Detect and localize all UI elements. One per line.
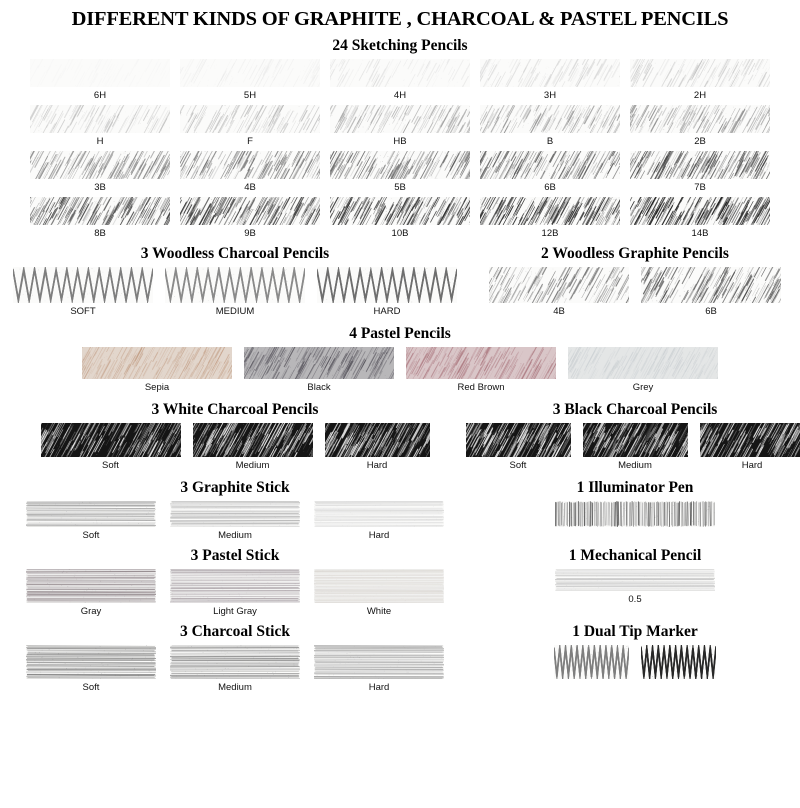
pencil-swatch: [26, 569, 156, 603]
swatch-label: H: [97, 136, 104, 147]
swatch-label: Medium: [618, 460, 652, 471]
swatch-cell: [480, 59, 620, 101]
section-heading-woodless-charcoal: 3 Woodless Charcoal Pencils: [0, 245, 470, 263]
dual-tip-marker-row: [470, 645, 800, 693]
swatch-label: SOFT: [70, 306, 95, 317]
swatch-cell: [555, 501, 715, 541]
swatch-cell: [641, 645, 716, 693]
pencil-swatch: [330, 151, 470, 179]
swatch-cell: [330, 59, 470, 101]
swatch-cell: [630, 197, 770, 239]
pencil-swatch: [480, 197, 620, 225]
swatch-cell: [325, 423, 430, 471]
swatch-label: 7B: [694, 182, 706, 193]
swatch-label: Medium: [218, 682, 252, 693]
swatch-label: 0.5: [628, 594, 641, 605]
woodless-graphite-row: [470, 267, 800, 317]
swatch-cell: [330, 197, 470, 239]
swatch-label: Hard: [367, 460, 388, 471]
swatch-cell: [480, 151, 620, 193]
swatch-label: Soft: [83, 530, 100, 541]
swatch-label: 4B: [244, 182, 256, 193]
swatch-cell: [244, 347, 394, 393]
pencil-swatch: [630, 59, 770, 87]
pencil-swatch: [314, 501, 444, 527]
pencil-swatch: [641, 645, 716, 679]
swatch-cell: [30, 151, 170, 193]
pencil-swatch: [630, 105, 770, 133]
graphite-stick-row: [0, 501, 470, 541]
section-heading-pastel-stick: 3 Pastel Stick: [0, 547, 470, 565]
pencil-swatch: [30, 197, 170, 225]
swatch-cell: [170, 569, 300, 617]
white-charcoal-row: [0, 423, 470, 471]
swatch-cell: [26, 569, 156, 617]
swatch-label: 6B: [544, 182, 556, 193]
swatch-label: 6B: [705, 306, 717, 317]
swatch-cell: [13, 267, 153, 317]
swatch-cell: [555, 569, 715, 605]
swatch-label: B: [547, 136, 553, 147]
pencil-swatch: [30, 151, 170, 179]
swatch-cell: [630, 151, 770, 193]
pencil-swatch: [480, 59, 620, 87]
swatch-label: 4H: [394, 90, 406, 101]
swatch-cell: [180, 151, 320, 193]
pencil-swatch: [193, 423, 313, 457]
swatch-label: 3B: [94, 182, 106, 193]
swatch-label: MEDIUM: [216, 306, 255, 317]
swatch-cell: [583, 423, 688, 471]
pencil-swatch: [244, 347, 394, 379]
pencil-swatch: [180, 151, 320, 179]
sketching-row: [0, 197, 800, 239]
swatch-label: F: [247, 136, 253, 147]
swatch-cell: [480, 105, 620, 147]
pencil-swatch: [26, 645, 156, 679]
sketching-swatch-grid: [0, 59, 800, 239]
pencil-swatch: [180, 59, 320, 87]
swatch-cell: [317, 267, 457, 317]
swatch-label: HARD: [374, 306, 401, 317]
swatch-label: Soft: [510, 460, 527, 471]
pencil-swatch: [466, 423, 571, 457]
swatch-label: Hard: [369, 682, 390, 693]
pencil-swatch: [41, 423, 181, 457]
swatch-label: 10B: [392, 228, 409, 239]
swatch-label: Soft: [83, 682, 100, 693]
swatch-cell: [180, 197, 320, 239]
swatch-label: 2B: [694, 136, 706, 147]
illuminator-pen-row: [470, 501, 800, 541]
section-heading-sketching: 24 Sketching Pencils: [0, 37, 800, 55]
pencil-swatch: [170, 569, 300, 603]
swatch-cell: [700, 423, 800, 471]
swatch-label: Grey: [633, 382, 654, 393]
pencil-swatch: [555, 501, 715, 527]
pencil-swatch: [330, 59, 470, 87]
pencil-swatch: [314, 645, 444, 679]
section-heading-graphite-stick: 3 Graphite Stick: [0, 479, 470, 497]
pencil-swatch: [170, 645, 300, 679]
pencil-swatch: [30, 105, 170, 133]
swatch-label: 5B: [394, 182, 406, 193]
swatch-label: 5H: [244, 90, 256, 101]
swatch-cell: [82, 347, 232, 393]
swatch-label: 8B: [94, 228, 106, 239]
swatch-cell: [314, 569, 444, 617]
pencil-swatch: [630, 197, 770, 225]
swatch-cell: [630, 59, 770, 101]
sketching-row: [0, 59, 800, 101]
swatch-cell: [26, 501, 156, 541]
swatch-label: Red Brown: [458, 382, 505, 393]
swatch-label: Light Gray: [213, 606, 257, 617]
section-heading-mechanical-pencil: 1 Mechanical Pencil: [470, 547, 800, 565]
swatch-cell: [165, 267, 305, 317]
page-title: DIFFERENT KINDS OF GRAPHITE , CHARCOAL & PASTEL PENCILS: [0, 8, 800, 31]
pencil-swatch: [489, 267, 629, 303]
swatch-cell: [330, 105, 470, 147]
pencil-swatch: [30, 59, 170, 87]
woodless-charcoal-row: [0, 267, 470, 317]
swatch-cell: [630, 105, 770, 147]
pencil-swatch: [170, 501, 300, 527]
swatch-label: Medium: [218, 530, 252, 541]
swatch-label: Hard: [369, 530, 390, 541]
swatch-label: Gray: [81, 606, 102, 617]
swatch-label: Black: [307, 382, 330, 393]
swatch-label: HB: [393, 136, 406, 147]
pencil-swatch: [480, 105, 620, 133]
swatch-label: Medium: [236, 460, 270, 471]
swatch-label: 2H: [694, 90, 706, 101]
swatch-cell: [180, 59, 320, 101]
poster-page: [0, 8, 800, 808]
swatch-label: Soft: [102, 460, 119, 471]
swatch-cell: [170, 645, 300, 693]
pastel-stick-row: [0, 569, 470, 617]
black-charcoal-row: [470, 423, 800, 471]
pencil-swatch: [82, 347, 232, 379]
pencil-swatch: [317, 267, 457, 303]
swatch-cell: [554, 645, 629, 693]
swatch-cell: [26, 645, 156, 693]
swatch-cell: [480, 197, 620, 239]
swatch-cell: [330, 151, 470, 193]
swatch-cell: [30, 105, 170, 147]
pencil-swatch: [406, 347, 556, 379]
pencil-swatch: [568, 347, 718, 379]
section-heading-black-charcoal: 3 Black Charcoal Pencils: [470, 401, 800, 419]
swatch-label: Hard: [742, 460, 763, 471]
charcoal-stick-row: [0, 645, 470, 693]
swatch-cell: [41, 423, 181, 471]
swatch-cell: [314, 645, 444, 693]
section-heading-dual-tip-marker: 1 Dual Tip Marker: [470, 623, 800, 641]
pencil-swatch: [180, 105, 320, 133]
section-heading-white-charcoal: 3 White Charcoal Pencils: [0, 401, 470, 419]
pencil-swatch: [26, 501, 156, 527]
pencil-swatch: [480, 151, 620, 179]
swatch-cell: [466, 423, 571, 471]
swatch-label: 4B: [553, 306, 565, 317]
pencil-swatch: [330, 197, 470, 225]
swatch-label: 9B: [244, 228, 256, 239]
swatch-cell: [30, 59, 170, 101]
pencil-swatch: [630, 151, 770, 179]
pastel-pencils-row: [0, 347, 800, 393]
pencil-swatch: [330, 105, 470, 133]
swatch-cell: [489, 267, 629, 317]
swatch-label: White: [367, 606, 391, 617]
section-heading-pastel-pencils: 4 Pastel Pencils: [0, 325, 800, 343]
pencil-swatch: [583, 423, 688, 457]
mechanical-pencil-row: [470, 569, 800, 605]
section-heading-illuminator-pen: 1 Illuminator Pen: [470, 479, 800, 497]
pencil-swatch: [700, 423, 800, 457]
swatch-label: 6H: [94, 90, 106, 101]
swatch-label: 3H: [544, 90, 556, 101]
swatch-cell: [193, 423, 313, 471]
section-heading-charcoal-stick: 3 Charcoal Stick: [0, 623, 470, 641]
swatch-cell: [314, 501, 444, 541]
swatch-label: Sepia: [145, 382, 169, 393]
swatch-label: 12B: [542, 228, 559, 239]
sketching-row: [0, 105, 800, 147]
swatch-label: 14B: [692, 228, 709, 239]
pencil-swatch: [325, 423, 430, 457]
swatch-cell: [406, 347, 556, 393]
pencil-swatch: [641, 267, 781, 303]
pencil-swatch: [165, 267, 305, 303]
pencil-swatch: [555, 569, 715, 591]
sketching-row: [0, 151, 800, 193]
pencil-swatch: [180, 197, 320, 225]
swatch-cell: [170, 501, 300, 541]
pencil-swatch: [314, 569, 444, 603]
swatch-cell: [30, 197, 170, 239]
pencil-swatch: [554, 645, 629, 679]
swatch-cell: [641, 267, 781, 317]
section-heading-woodless-graphite: 2 Woodless Graphite Pencils: [470, 245, 800, 263]
pencil-swatch: [13, 267, 153, 303]
swatch-cell: [568, 347, 718, 393]
swatch-cell: [180, 105, 320, 147]
